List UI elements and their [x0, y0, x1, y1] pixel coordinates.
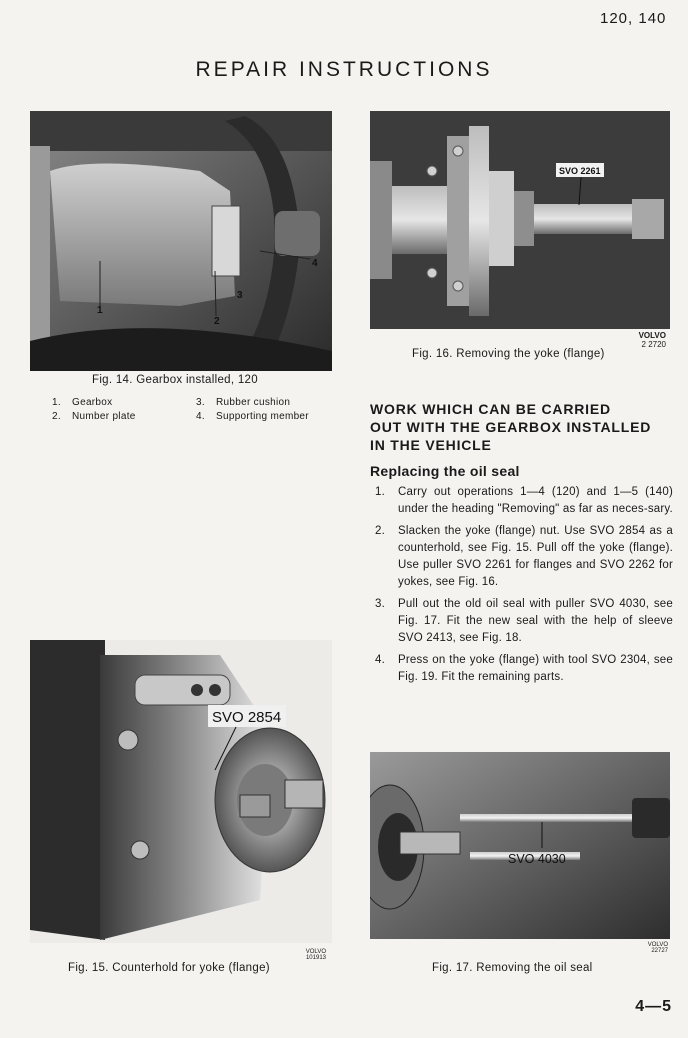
legend-num: 2. [52, 411, 61, 422]
model-number: 120, 140 [600, 10, 667, 27]
fig14-callout-2: 2 [214, 316, 220, 327]
legend-item [196, 411, 309, 425]
step-number: 1. [375, 486, 385, 498]
legend-item [52, 397, 136, 411]
heading-line: WORK WHICH CAN BE CARRIED [370, 401, 611, 417]
legend-item [52, 411, 136, 425]
fig16-code: 2 2720 [641, 340, 666, 349]
step-text: Slacken the yoke (flange) nut. Use SVO 2854 as a counterhold, see Fig. 15. Pull off the yoke (flange). Use puller SVO 2261 for flanges and SVO 2262 for yokes, see Fig. 16. [398, 525, 673, 588]
fig14-photo [30, 111, 332, 371]
fig14-legend-right [196, 397, 309, 425]
page-title: REPAIR INSTRUCTIONS [195, 58, 493, 81]
fig15-code: 101913 [305, 955, 326, 961]
fig14-callout-4: 4 [312, 258, 318, 269]
fig14-caption: Fig. 14. Gearbox installed, 120 [92, 374, 258, 386]
step-number: 3. [375, 598, 385, 610]
legend-text: Supporting member [216, 411, 309, 422]
step-item [370, 596, 673, 647]
step-item [370, 523, 673, 591]
legend-item [196, 397, 309, 411]
legend-num: 4. [196, 411, 205, 422]
fig16-tool-label: SVO 2261 [559, 166, 601, 176]
legend-num: 3. [196, 397, 205, 408]
fig15-photo [30, 640, 332, 943]
fig17-caption: Fig. 17. Removing the oil seal [432, 962, 593, 974]
legend-text: Number plate [72, 411, 136, 422]
fig15-tool-label: SVO 2854 [212, 709, 282, 726]
legend-text: Rubber cushion [216, 397, 291, 408]
fig16-volvo-mark: VOLVO [638, 331, 666, 340]
step-text: Carry out operations 1—4 (120) and 1—5 (140) under the heading "Removing" as far as neces-sary. [398, 486, 673, 515]
legend-text: Gearbox [72, 397, 113, 408]
step-item [370, 652, 673, 686]
heading-line: OUT WITH THE GEARBOX INSTALLED [370, 419, 652, 435]
fig17-code: 22727 [651, 948, 668, 954]
fig15-caption: Fig. 15. Counterhold for yoke (flange) [68, 962, 270, 974]
procedure-steps [370, 484, 673, 691]
fig14-legend [52, 397, 136, 425]
fig14-callout-1: 1 [97, 305, 103, 316]
fig17-volvo-mark: VOLVO [647, 942, 668, 948]
fig14-callout-3: 3 [237, 290, 243, 301]
page-number: 4—5 [635, 998, 672, 1015]
step-number: 4. [375, 654, 385, 666]
legend-num: 1. [52, 397, 61, 408]
fig17-tool-label: SVO 4030 [508, 852, 566, 866]
step-item [370, 484, 673, 518]
subheading: Replacing the oil seal [370, 463, 520, 479]
section-heading [370, 400, 675, 454]
fig16-caption: Fig. 16. Removing the yoke (flange) [412, 348, 605, 360]
step-text: Press on the yoke (flange) with tool SVO 2304, see Fig. 19. Fit the remaining parts. [398, 654, 673, 683]
heading-line: IN THE VEHICLE [370, 437, 492, 453]
fig15-volvo-mark: VOLVO [305, 949, 326, 955]
step-number: 2. [375, 525, 385, 537]
fig16-photo [370, 111, 670, 329]
step-text: Pull out the old oil seal with puller SVO 4030, see Fig. 17. Fit the new seal with the help of sleeve SVO 2413, see Fig. 18. [398, 598, 673, 644]
fig17-photo [370, 752, 670, 939]
